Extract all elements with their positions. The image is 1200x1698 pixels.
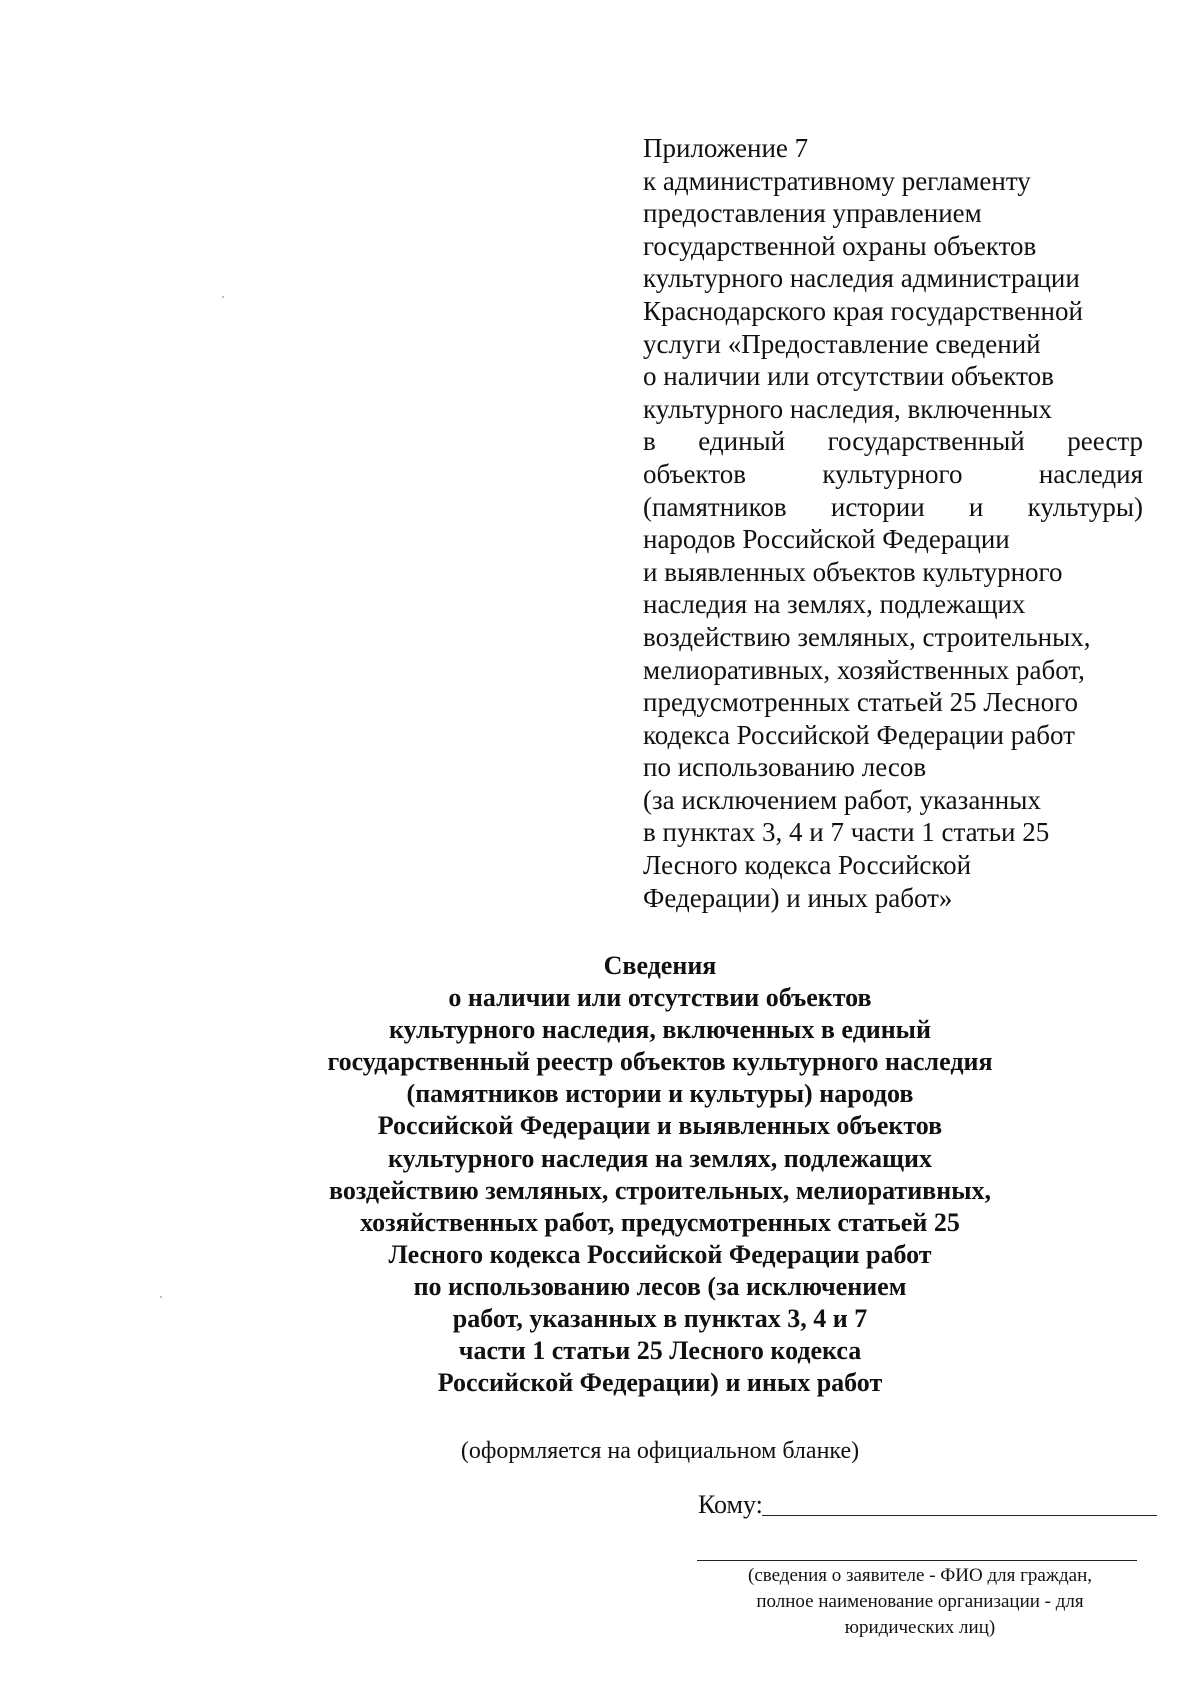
appendix-word: в [643, 426, 656, 457]
title-line: культурного наследия, включенных в единый [389, 1015, 931, 1045]
appendix-word: объектов [643, 458, 746, 489]
appendix-line: Федерации) и иных работ» [643, 882, 953, 913]
title-line: воздействию земляных, строительных, мелиоративных, [328, 1175, 992, 1205]
appendix-line: мелиоративных, хозяйственных работ, [643, 654, 1085, 685]
title-line: государственный реестр объектов культурного наследия [327, 1047, 993, 1077]
appendix-word: государственный [827, 426, 1025, 457]
title-line: (памятников истории и культуры) народов [406, 1079, 914, 1109]
appendix-line: о наличии или отсутствии объектов [643, 361, 1054, 392]
appendix-line: услуги «Предоставление сведений [643, 328, 1041, 359]
title-line: Российской Федерации) и иных работ [437, 1368, 883, 1398]
appendix-word: наследия [1038, 458, 1143, 489]
appendix-line: воздействию земляных, строительных, [643, 621, 1091, 652]
appendix-word: культурного [822, 458, 963, 489]
document-title [230, 950, 1090, 1399]
appendix-line: и выявленных объектов культурного [643, 556, 1063, 587]
appendix-line: Краснодарского края государственной [643, 295, 1083, 326]
appendix-justified-line [643, 491, 1143, 524]
appendix-line: предоставления управлением [643, 198, 982, 229]
appendix-line: Приложение 7 [643, 133, 809, 163]
appendix-line: народов Российской Федерации [643, 524, 1010, 555]
appendix-line: кодекса Российской Федерации работ [643, 719, 1075, 750]
applicant-blank-line [697, 1560, 1137, 1561]
appendix-justified-line [643, 458, 1143, 491]
appendix-word: культуры) [1027, 491, 1143, 522]
title-line: части 1 статьи 25 Лесного кодекса [458, 1336, 862, 1366]
title-line: Российской Федерации и выявленных объектов [377, 1111, 943, 1141]
title-line: Лесного кодекса Российской Федерации работ [388, 1239, 932, 1269]
caption-line: полное наименование организации - для [756, 1591, 1084, 1612]
appendix-line: к административному регламенту [643, 165, 1031, 196]
title-line: работ, указанных в пунктах 3, 4 и 7 [452, 1304, 868, 1334]
official-form-note: (оформляется на официальном бланке) [460, 1438, 860, 1464]
appendix-line: наследия на землях, подлежащих [643, 589, 1026, 620]
addressee-label: Кому: [698, 1490, 763, 1519]
appendix-word: (памятников [643, 491, 787, 522]
caption-line: (сведения о заявителе - ФИО для граждан, [748, 1565, 1092, 1586]
appendix-block [643, 132, 1143, 914]
scan-speck [160, 1296, 162, 1298]
appendix-line: предусмотренных статьей 25 Лесного [643, 687, 1078, 718]
title-line: культурного наследия на землях, подлежащих [388, 1143, 932, 1173]
applicant-caption [710, 1563, 1130, 1641]
appendix-word: единый [698, 426, 786, 457]
appendix-word: и [968, 491, 984, 522]
appendix-word: истории [830, 491, 925, 522]
appendix-line: в пунктах 3, 4 и 7 части 1 статьи 25 [643, 817, 1050, 848]
caption-line: юридических лиц) [844, 1617, 996, 1638]
title-line: хозяйственных работ, предусмотренных статьей 25 [360, 1207, 960, 1237]
appendix-word: реестр [1067, 426, 1143, 457]
appendix-line: по использованию лесов [643, 752, 927, 783]
appendix-justified-line [643, 425, 1143, 458]
scan-speck [222, 296, 224, 298]
appendix-line: культурного наследия, включенных [643, 393, 1053, 424]
title-line: по использованию лесов (за исключением [413, 1271, 907, 1301]
appendix-line: Лесного кодекса Российской [643, 850, 972, 881]
appendix-line: (за исключением работ, указанных [643, 784, 1041, 815]
appendix-line: государственной охраны объектов [643, 230, 1037, 261]
title-line: о наличии или отсутствии объектов [448, 983, 872, 1013]
addressee-blank-line [762, 1515, 1157, 1516]
title-line: Сведения [603, 951, 717, 980]
appendix-line: культурного наследия администрации [643, 263, 1080, 294]
